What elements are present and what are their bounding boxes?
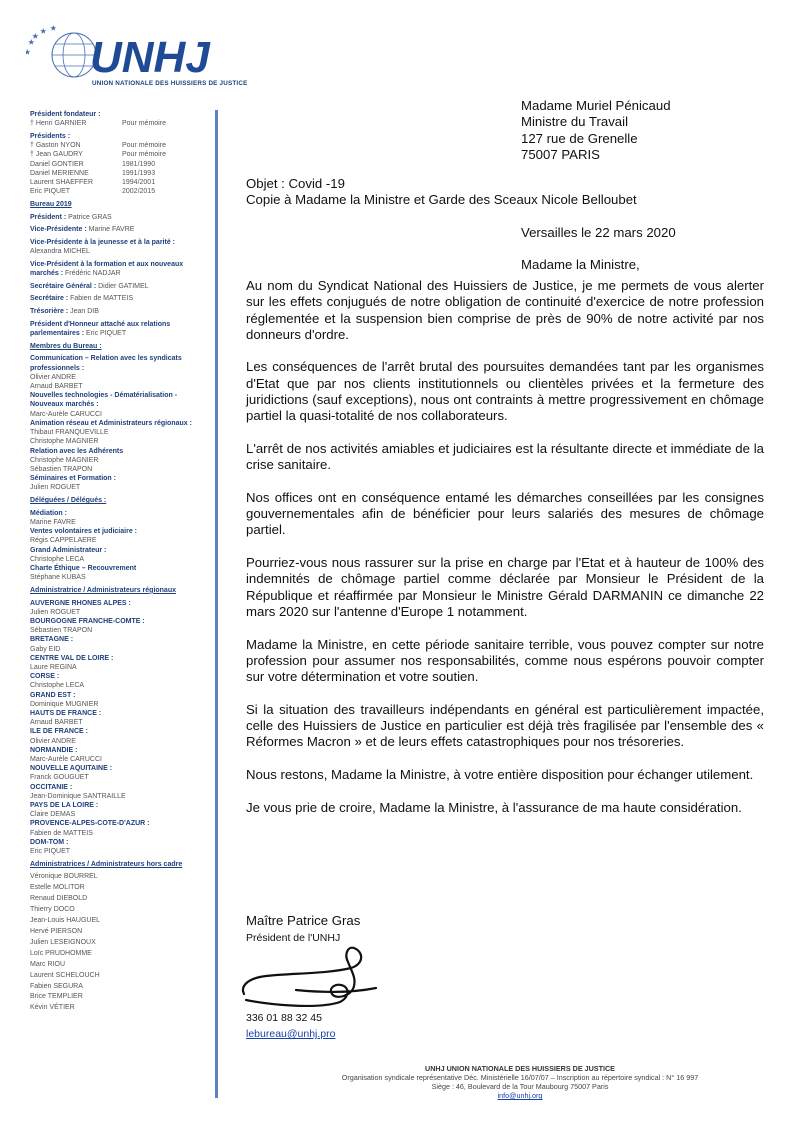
paragraph: Je vous prie de croire, Madame la Ministre, à l'assurance de ma haute considération. [246,799,742,815]
bureau-tresoriere: Trésorière : Jean DIB [30,308,99,316]
sidebar-divider [215,110,218,1098]
recipient-address: Madame Muriel Pénicaud Ministre du Travail 127 rue de Grenelle 75007 PARIS [521,98,671,162]
president-fondateur-row: † Henri GARNIER Pour mémoire [30,120,166,128]
regions-list: AUVERGNE RHONES ALPES : Julien ROGUET BOURGOGNE FRANCHE-COMTE : Sébastien TRAPON BRETAGNE : Gaby EID CENTRE VAL DE LOIRE : Laure REGINA CORSE : Christophe LECA GRAND EST : Dominique MUGNIER HAUTS DE FRANCE : Arnaud BARBET ILE DE FRANCE : Olivier ANDRE NORMANDIE : Marc-Aurèle CARUCCI NOUVELLE AQUITAINE : Franck GOUGUET OCCITANIE : Jean-Dominique SANTRAILLE PAYS DE LA LOIRE : Claire DEMAS PROVENCE-ALPES-COTE-D'AZUR : Fabien de MATTEIS DOM-TOM : Eric PIQUET [30,599,150,856]
membres-section: Membres du Bureau : [30,342,102,350]
bureau-vp-formation: Vice-Président à la formation et aux nouveaux marchés : Frédéric NADJAR [30,260,184,278]
list-item: † Jean GAUDRY Pour mémoire [30,151,166,159]
footer-line: Siège : 46, Boulevard de la Tour Maubourg 75007 Paris [431,1082,609,1091]
delegues-section: Déléguées / Délégués : [30,497,107,505]
phone-number: 336 01 88 32 45 [246,1012,322,1024]
presidents-list: Présidents : † Gaston NYON Pour mémoire † Jean GAUDRY Pour mémoire Daniel GONTIER 1981/1990 Daniel MERIENNE 1991/1993 Laurent SHAEFFER 1994/2001 Eric PIQUET 2002/2015 [30,132,210,196]
list-item: Laurent SHAEFFER 1994/2001 [30,178,156,186]
email-link[interactable]: lebureau@unhj.pro [246,1028,336,1040]
admin-hors-cadre-section: Administratrices / Administrateurs hors cadre [30,860,183,868]
letter-subject: Objet : Covid -19 Copie à Madame la Ministre et Garde des Sceaux Nicole Belloubet [246,176,637,208]
admin-hors-cadre-list: Véronique BOURREL Estelle MOLITOR Renaud DIEBOLD Thierry DOCO Jean-Louis HAUGUEL Hervé PIERSON Julien LESEIGNOUX Loïc PRUDHOMME Marc RIOU Laurent SCHELOUCH Fabien SEGURA Brice TEMPLIER Kévin VÉTIER [30,873,101,1012]
footer-line: Organisation syndicale représentative Déc. Ministérielle 16/07/07 – Inscription au répertoire syndical : N° 16 997 [341,1073,699,1082]
letter-salutation: Madame la Ministre, [521,257,640,272]
svg-text:UNHJ: UNHJ [90,33,210,82]
bureau-pres-honneur: Président d'Honneur attaché aux relations parlementaires : Eric PIQUET [30,320,171,338]
logo-subtitle: UNION NATIONALE DES HUISSIERS DE JUSTICE [92,80,248,87]
membres-list: Communication – Relation avec les syndicats professionnels : Olivier ANDRE Arnaud BARBET Nouvelles technologies - Dématérialisation - Nouveaux marchés : Marc-Aurèle CARUCCI Animation réseau et Administrateurs régionaux : Thibaut FRANQUEVILLE Christophe MAGNIER Relation avec les Adhérents Christophe MAGNIER Sébastien TRAPON Séminaires et Formation : Julien ROGUET [30,355,192,492]
paragraph: L'arrêt de nos activités amiables et judiciaires est la résultante directe et immédiate de la crise sanitaire. [246,440,764,473]
handwritten-signature [236,938,386,1008]
paragraph: Les conséquences de l'arrêt brutal des poursuites demandées tant par les organismes d'Etat que par nos clients institutionnels ou clientèles privées et la fermeture des juridictions (sauf exceptions), nous ont contraints à mettre progressivement en chômage partiel la quasi-totalité de nos collaborateurs. [246,359,764,424]
footer-email-link[interactable]: info@unhj.org [497,1091,543,1100]
list-item: Eric PIQUET 2002/2015 [30,188,156,196]
footer [250,1064,790,1100]
delegues-list: Médiation : Marine FAVRE Ventes volontaires et judiciaire : Régis CAPPELAERE Grand Administrateur : Christophe LECA Charte Éthique – Recouvrement Stéphane KUBAS [30,509,137,582]
bureau-secretaire: Secrétaire : Fabien de MATTEIS [30,295,133,303]
bureau-president: Président : Patrice GRAS [30,213,112,221]
paragraph: Nos offices ont en conséquence entamé les démarches conseillées par les consignes gouvernementales afin de bénéficier pour leurs salariés des mesures de chômage partiel. [246,489,764,538]
letter-date: Versailles le 22 mars 2020 [521,225,676,240]
list-item: † Gaston NYON Pour mémoire [30,142,166,150]
bureau-label: Bureau 2019 [30,200,72,208]
list-item: Daniel MERIENNE 1991/1993 [30,169,156,177]
paragraph: Nous restons, Madame la Ministre, à votre entière disposition pour échanger utilement. [246,766,754,782]
sidebar [30,110,210,1018]
signatory-name: Maître Patrice Gras [246,913,361,928]
signatory-title: Président de l'UNHJ [246,932,341,944]
paragraph: Si la situation des travailleurs indépendants en général est particulièrement impactée, celle des Huissiers de Justice en particulier est déjà très fragilisée par l'ensemble des « Réformes Macron » et de leurs effets catastrophiques pour nos trésoreries. [246,701,764,750]
admin-regionaux-section: Administratrice / Administrateurs régionaux [30,586,176,594]
letter-body [246,278,764,832]
president-fondateur-label: Président fondateur : [30,111,101,118]
bureau-vice-presidente: Vice-Présidente : Marine FAVRE [30,226,135,234]
list-item: Daniel GONTIER 1981/1990 [30,160,156,168]
paragraph: Pourriez-vous nous rassurer sur la prise en charge par l'Etat et à hauteur de 100% des indemnités de chômage partiel comme déclarée par Monsieur le Président de la République et réaffirmée par Monsieur le Ministre Gérald DARMANIN ce dimanche 22 mars 2020 sur l'antenne d'Europe 1 notamment. [246,555,764,619]
bureau-sec-general: Secrétaire Général : Didier GATIMEL [30,282,149,290]
paragraph: Madame la Ministre, en cette période sanitaire terrible, vous pouvez compter sur notre profession pour assumer nos responsabilités, comme nous espérons pouvoir compter sur votre détermination et votre soutien. [246,636,764,685]
footer-title: UNHJ UNION NATIONALE DES HUISSIERS DE JUSTICE [425,1064,615,1073]
bureau-vp-jeunesse: Vice-Présidente à la jeunesse et à la parité : Alexandra MICHEL [30,238,175,256]
paragraph: Au nom du Syndicat National des Huissiers de Justice, je me permets de vous alerter sur les effets conjugués de notre obligation de continuité d'exercice de notre profession réglementée et la suspension bien comprise de près de 90% de notre activité par nos donneurs d'ordre. [246,278,764,342]
